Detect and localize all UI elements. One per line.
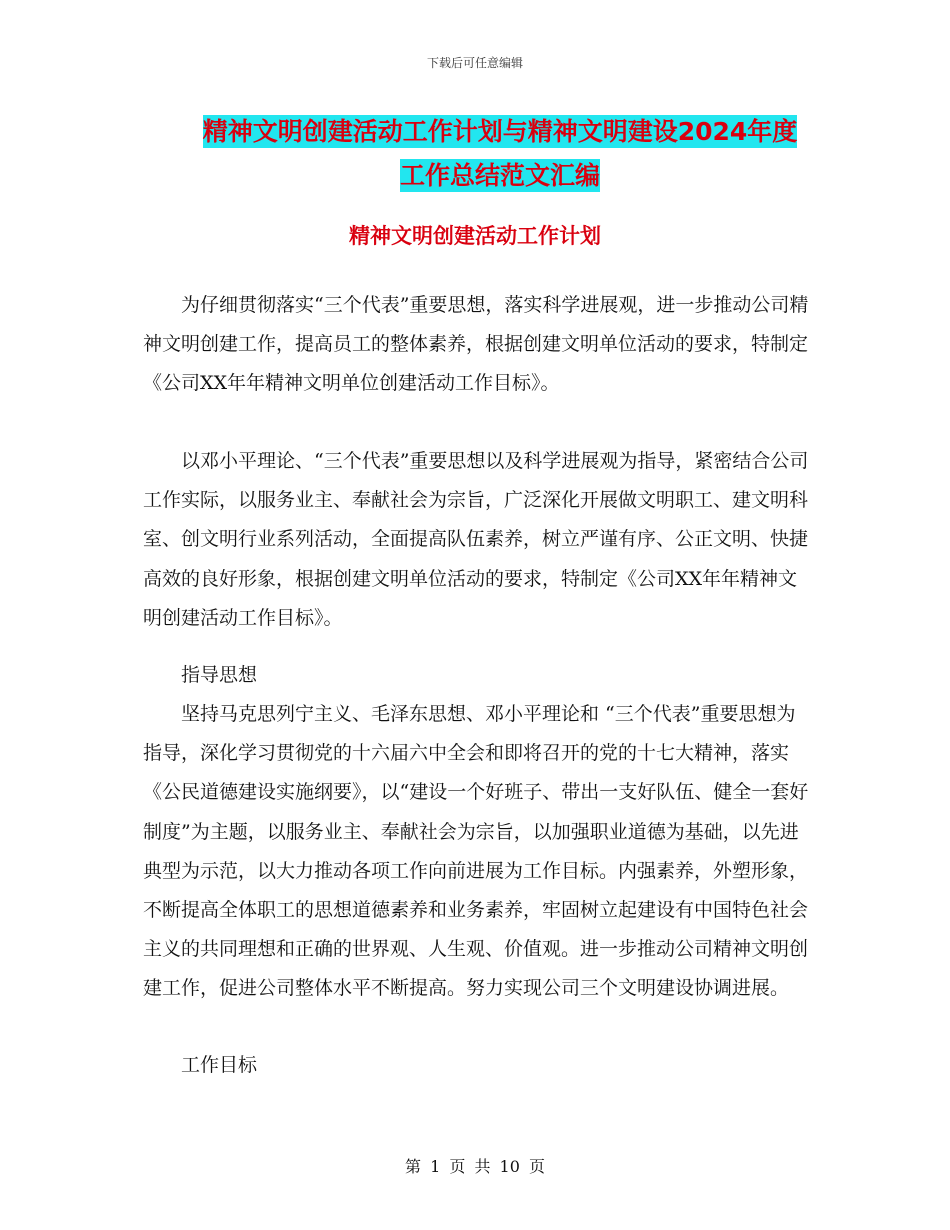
title-line-2: 工作总结范文汇编	[399, 161, 600, 190]
paragraph-3-text: 坚持马克思列宁主义、毛泽东思想、邓小平理论和 “三个代表”重要思想为指导，深化学习贯彻党的十六届六中全会和即将召开的党的十七大精神，落实《公民道德建设实施纲要》，以“建设一个好班子、带出一支好队伍、健全一套好制度”为主题，以服务业主、奉献社会为宗旨，以加强职业道德为基础，以先进典型为示范，以大力推动各项工作向前进展为工作目标。内强素养，外塑形象，不断提高全体职工的思想道德素养和业务素养，牢固树立起建设有中国特色社会主义的共同理想和正确的世界观、人生观、价值观。进一步推动公司精神文明创建工作，促进公司整体水平不断提高。努力实现公司三个文明建设协调进展。	[143, 703, 809, 1000]
page-indicator: 第 1 页 共 10 页	[405, 1157, 545, 1176]
paragraph-1-text: 为仔细贯彻落实“三个代表”重要思想，落实科学进展观，进一步推动公司精神文明创建工作，提高员工的整体素养，根据创建文明单位活动的要求，特制定《公司XX年年精神文明单位创建活动工作目标》。	[143, 294, 809, 395]
section-title: 精神文明创建活动工作计划	[349, 224, 601, 248]
paragraph-2	[143, 442, 811, 638]
document-title	[150, 110, 850, 198]
paragraph-2-text: 以邓小平理论、“三个代表”重要思想以及科学进展观为指导，紧密结合公司工作实际，以服务业主、奉献社会为宗旨，广泛深化开展做文明职工、建文明科室、创文明行业系列活动，全面提高队伍素养，树立严谨有序、公正文明、快捷高效的良好形象，根据创建文明单位活动的要求，特制定《公司XX年年精神文明创建活动工作目标》。	[143, 450, 809, 629]
heading-work-goals: 工作目标	[181, 1054, 258, 1076]
header-note: 下载后可任意编辑	[426, 56, 523, 70]
paragraph-3	[143, 695, 811, 1009]
title-line-1: 精神文明创建活动工作计划与精神文明建设2024年度	[202, 117, 798, 146]
paragraph-1	[143, 286, 811, 404]
heading-guiding-thought: 指导思想	[181, 664, 258, 686]
